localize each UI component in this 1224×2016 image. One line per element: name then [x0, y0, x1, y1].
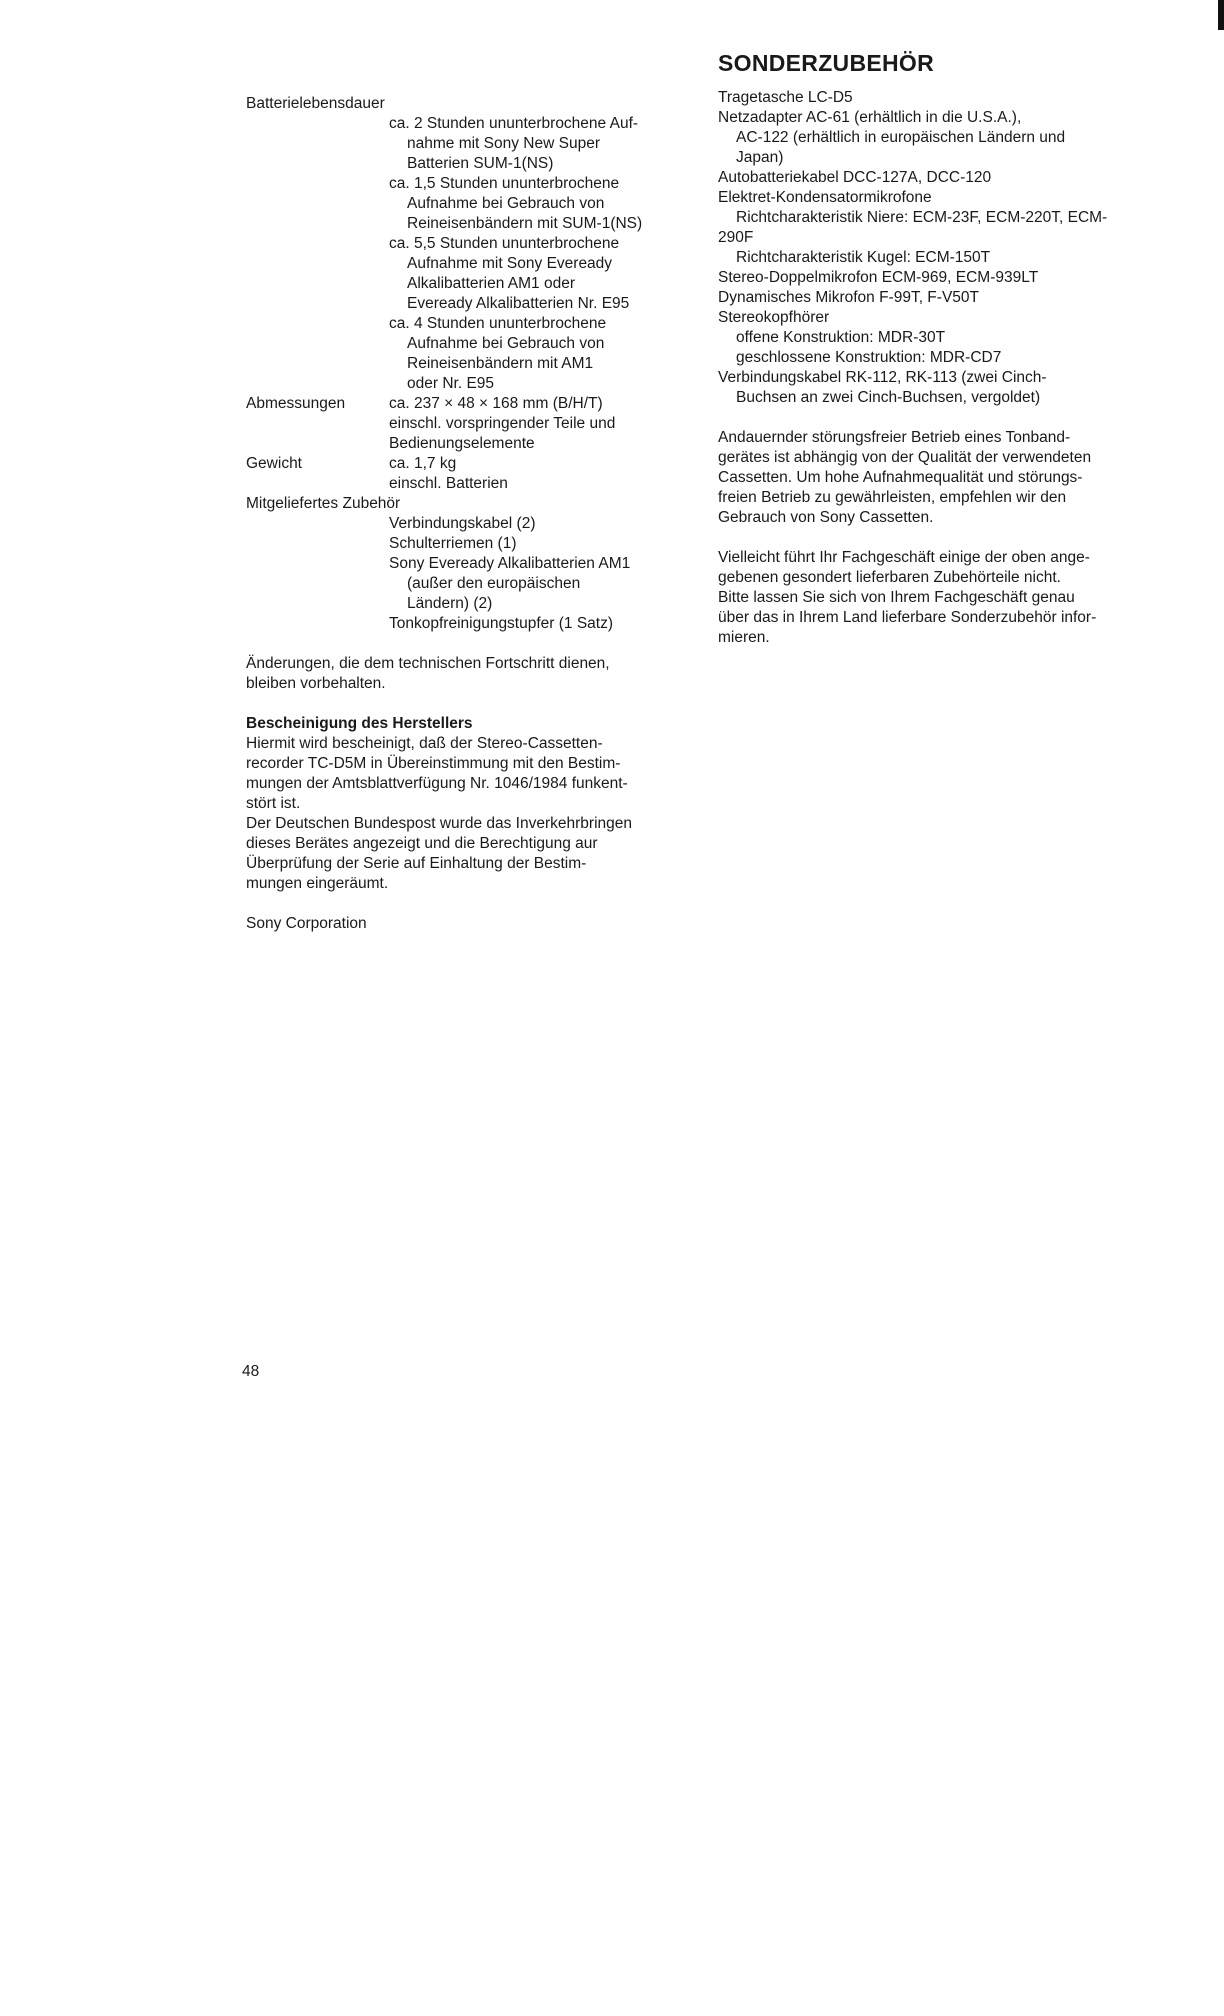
left-column [246, 94, 676, 934]
spec-value: oder Nr. E95 [407, 375, 495, 392]
spec-row-weight [246, 454, 676, 474]
accessory-line: Autobatteriekabel DCC-127A, DCC-120 [718, 169, 992, 186]
battery-entry [246, 114, 676, 174]
text-line: dieses Berätes angezeigt und die Berechtigung aur [246, 835, 598, 852]
text-line: recorder TC-D5M in Übereinstimmung mit den Bestim- [246, 755, 621, 772]
spec-label-dimensions: Abmessungen [246, 395, 346, 412]
spec-value: ca. 1,7 kg [389, 455, 457, 472]
spec-row-dimensions [246, 394, 676, 414]
battery-entry [246, 234, 676, 314]
accessory-line: Tragetasche LC-D5 [718, 89, 853, 106]
spec-label-weight: Gewicht [246, 455, 302, 472]
battery-entry [246, 174, 676, 234]
spec-value: Reineisenbändern mit AM1 [407, 355, 594, 372]
info-paragraph [718, 428, 1146, 528]
text-line: Änderungen, die dem technischen Fortschritt dienen, [246, 655, 610, 672]
spec-label-accessories: Mitgeliefertes Zubehör [246, 495, 401, 512]
accessory-line: Japan) [736, 149, 784, 166]
accessory-line: Stereo-Doppelmikrofon ECM-969, ECM-939LT [718, 269, 1039, 286]
certificate-paragraph [246, 814, 674, 894]
battery-entry [246, 314, 676, 394]
text-line: Andauernder störungsfreier Betrieb eines Tonband- [718, 429, 1071, 446]
text-line: Überprüfung der Serie auf Einhaltung der Bestim- [246, 855, 587, 872]
text-line: Cassetten. Um hohe Aufnahmequalität und störungs- [718, 469, 1083, 486]
accessory-item: Tonkopfreinigungstupfer (1 Satz) [389, 615, 614, 632]
accessory-line: Buchsen an zwei Cinch-Buchsen, vergoldet) [736, 389, 1041, 406]
text-line: bleiben vorbehalten. [246, 675, 386, 692]
accessory-item: Schulterriemen (1) [389, 535, 517, 552]
accessory-line: AC-122 (erhältlich in europäischen Ländern und [736, 129, 1066, 146]
text-line: freien Betrieb zu gewährleisten, empfehlen wir den [718, 489, 1067, 506]
text-line: mieren. [718, 629, 770, 646]
text-line: gerätes ist abhängig von der Qualität der verwendeten [718, 449, 1092, 466]
changes-note [246, 654, 674, 694]
text-line: über das in Ihrem Land lieferbare Sonderzubehör infor- [718, 609, 1097, 626]
accessory-line: Stereokopfhörer [718, 309, 830, 326]
accessory-line: 290F [718, 229, 754, 246]
accessory-line: Dynamisches Mikrofon F-99T, F-V50T [718, 289, 979, 306]
info-paragraph [718, 548, 1146, 648]
manufacturer-certificate [246, 714, 676, 894]
text-line: Bitte lassen Sie sich von Ihrem Fachgeschäft genau [718, 589, 1075, 606]
text-line: mungen eingeräumt. [246, 875, 389, 892]
section-title: SONDERZUBEHÖR [718, 50, 935, 76]
accessory-line: Elektret-Kondensatormikrofone [718, 189, 932, 206]
page-number: 48 [242, 1363, 260, 1380]
spec-value: Aufnahme bei Gebrauch von [407, 335, 605, 352]
spec-value: Alkalibatterien AM1 oder [407, 275, 576, 292]
text-line: stört ist. [246, 795, 301, 812]
spec-value: Batterien SUM-1(NS) [407, 155, 554, 172]
spec-value: ca. 5,5 Stunden ununterbrochene [389, 235, 620, 252]
certificate-title: Bescheinigung des Herstellers [246, 715, 473, 732]
text-line: Vielleicht führt Ihr Fachgeschäft einige der oben ange- [718, 549, 1090, 566]
certificate-paragraph [246, 734, 674, 814]
spec-value: Aufnahme bei Gebrauch von [407, 195, 605, 212]
spec-value: Reineisenbändern mit SUM-1(NS) [407, 215, 643, 232]
spec-value: ca. 1,5 Stunden ununterbrochene [389, 175, 620, 192]
accessory-line: Netzadapter AC-61 (erhältlich in die U.S.A.), [718, 109, 1022, 126]
accessory-item: Sony Eveready Alkalibatterien AM1 [389, 555, 631, 572]
optional-accessories-list [718, 88, 1148, 408]
accessory-line: offene Konstruktion: MDR-30T [736, 329, 946, 346]
accessory-item: Ländern) (2) [407, 595, 493, 612]
accessory-item: (außer den europäischen [407, 575, 581, 592]
signature: Sony Corporation [246, 915, 367, 932]
spec-value: nahme mit Sony New Super [407, 135, 600, 152]
text-line: Gebrauch von Sony Cassetten. [718, 509, 934, 526]
text-line: mungen der Amtsblattverfügung Nr. 1046/1984 funkent- [246, 775, 628, 792]
spec-value: einschl. Batterien [389, 475, 508, 492]
spec-value: einschl. vorspringender Teile und [389, 415, 616, 432]
spec-value: ca. 2 Stunden ununterbrochene Auf- [389, 115, 639, 132]
accessory-item: Verbindungskabel (2) [389, 515, 536, 532]
right-column [718, 48, 1148, 648]
text-line: Der Deutschen Bundespost wurde das Inverkehrbringen [246, 815, 633, 832]
page-edge-mark [1218, 0, 1224, 30]
spec-value: Aufnahme mit Sony Eveready [407, 255, 613, 272]
spec-value: ca. 237 × 48 × 168 mm (B/H/T) [389, 395, 603, 412]
spec-value: Eveready Alkalibatterien Nr. E95 [407, 295, 630, 312]
accessory-line: Richtcharakteristik Niere: ECM-23F, ECM-220T, ECM- [736, 209, 1108, 226]
spec-value: ca. 4 Stunden ununterbrochene [389, 315, 607, 332]
spec-label-battery: Batterielebensdauer [246, 95, 385, 112]
accessory-line: Richtcharakteristik Kugel: ECM-150T [736, 249, 991, 266]
text-line: Hiermit wird bescheinigt, daß der Stereo-Cassetten- [246, 735, 603, 752]
accessory-line: geschlossene Konstruktion: MDR-CD7 [736, 349, 1002, 366]
accessory-line: Verbindungskabel RK-112, RK-113 (zwei Cinch- [718, 369, 1047, 386]
text-line: gebenen gesondert lieferbaren Zubehörteile nicht. [718, 569, 1061, 586]
spec-value: Bedienungselemente [389, 435, 535, 452]
